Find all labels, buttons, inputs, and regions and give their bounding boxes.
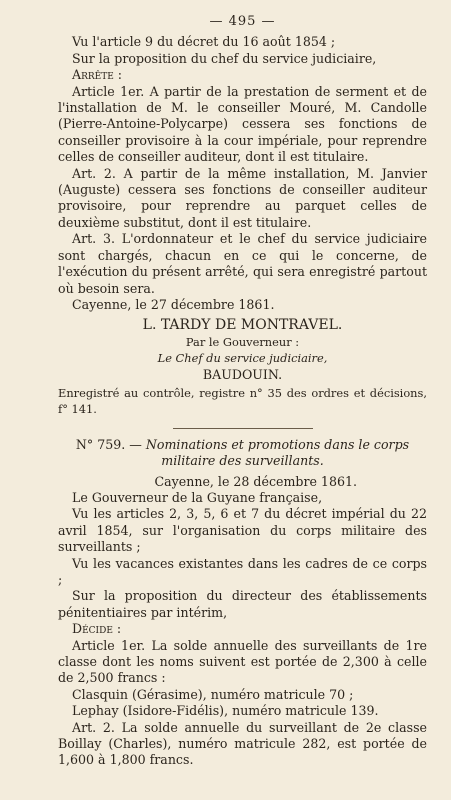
chef-service-judiciaire: Le Chef du service judiciaire, [157, 351, 328, 366]
heading-title: Nominations et promotions dans le corps militaire des surveillants. [145, 436, 410, 469]
arrete-label: Arrête : [72, 67, 123, 83]
paragraph-proposition: Sur la proposition du chef du service judiciaire, [72, 50, 377, 66]
par-le-gouverneur: Par le Gouverneur : [185, 334, 300, 349]
article-3: Art. 3. L'ordonnateur et le chef du service judiciaire sont chargés, chacun en ce qui le concerne, de l'exécution du présent arrêté, qui sera enregistré partout où besoin sera. [58, 231, 427, 296]
decide-article-2: Art. 2. La solde annuelle du surveillant de 2e classe Boillay (Charles), numéro matricule 282, est portée de 1,600 à 1,800 francs. [58, 719, 427, 768]
date-line-2: Cayenne, le 28 décembre 1861. [154, 473, 357, 489]
baudouin-signature: BAUDOUIN. [202, 366, 283, 382]
governor-signature: L. TARDY DE MONTRAVEL. [142, 317, 343, 334]
article-2: Art. 2. A partir de la même installation, M. Janvier (Auguste) cessera ses fonctions de conseiller auditeur provisoire, pour reprendre au parquet celles de deuxième substitut, dont il est titulaire. [58, 165, 427, 230]
paragraph-vu-article: Vu l'article 9 du décret du 16 août 1854 ; [72, 34, 336, 50]
gouverneur-line: Le Gouverneur de la Guyane française, [72, 489, 323, 505]
decide-article-1: Article 1er. La solde annuelle des surveillants de 1re classe dont les noms suivent est portée de 2,300 à celle de 2,500 francs : [58, 637, 427, 686]
name-entry-2: Lephay (Isidore-Fidélis), numéro matricule 139. [72, 703, 379, 719]
name-entry-1: Clasquin (Gérasime), numéro matricule 70 ; [72, 686, 354, 702]
date-line-1: Cayenne, le 27 décembre 1861. [72, 296, 275, 312]
vu-vacances: Vu les vacances existantes dans les cadres de ce corps ; [58, 555, 427, 587]
section-divider [173, 428, 313, 429]
sur-proposition: Sur la proposition du directeur des établissements pénitentiaires par intérim, [58, 588, 427, 620]
decide-label: Décide : [72, 621, 122, 637]
heading-number: N° 759. — [75, 436, 142, 452]
enregistre-line: Enregistré au contrôle, registre n° 35 des ordres et décisions, f° 141. [58, 385, 427, 417]
page-number: — 495 — [209, 14, 276, 29]
article-1: Article 1er. A partir de la prestation de serment et de l'installation de M. le conseiller Mouré, M. Candolle (Pierre-Antoine-Polycarpe) cessera ses fonctions de conseiller provisoire à la cour impériale, pour reprendre celles de conseiller auditeur, dont il est titulaire. [58, 83, 427, 165]
vu-articles: Vu les articles 2, 3, 5, 6 et 7 du décret impérial du 22 avril 1854, sur l'organisation du corps militaire des surveillants ; [58, 506, 427, 555]
section-heading [58, 437, 427, 470]
